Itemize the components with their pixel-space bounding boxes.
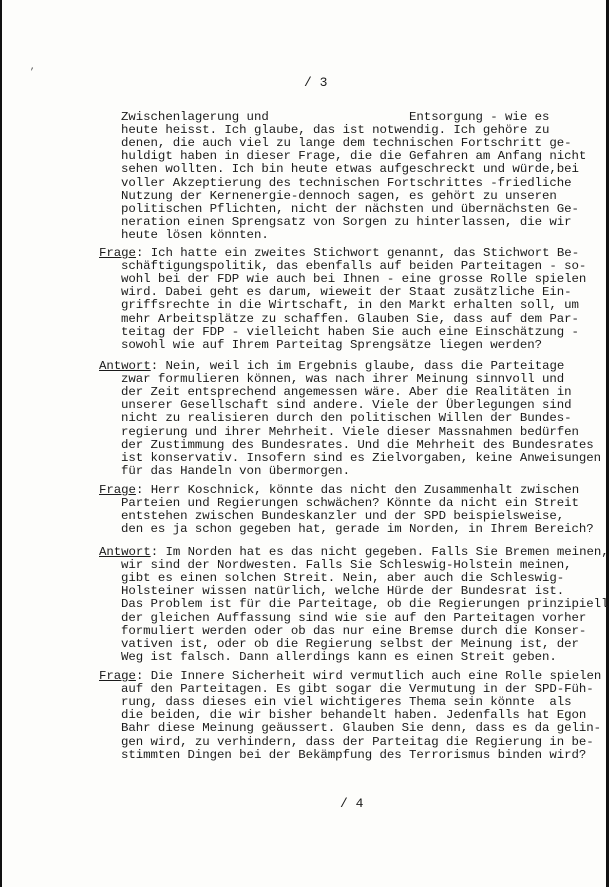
paragraph-line: formuliert werden oder ob das nur eine Bremse durch die Konser- xyxy=(121,623,587,638)
paragraph-line: ist konservativ. Insofern sind es Zielvorgaben, keine Anweisungen xyxy=(121,450,602,465)
paragraph-line: zwar formulieren können, was nach ihrer Meinung sinnvoll und xyxy=(121,372,565,387)
paragraph-line: sehen wollten. Ich bin heute etwas aufgeschreckt und würde,bei xyxy=(121,162,579,177)
line-text: : Herr Koschnick, könnte das nicht den Zusammenhalt zwischen xyxy=(135,483,580,497)
paragraph-line: heute heisst. Ich glaube, das ist notwendig. Ich gehöre zu xyxy=(121,123,550,138)
paragraph-line: huldigt haben in dieser Frage, die die Gefahren am Anfang nicht xyxy=(121,149,587,164)
paragraph-line: stimmten Dingen bei der Bekämpfung des Terrorismus binden wird? xyxy=(121,747,587,762)
speaker-line xyxy=(99,484,579,497)
line-text: : Ich hatte ein zweites Stichwort genannt, das Stichwort Be- xyxy=(135,246,580,260)
paragraph-line: sowohl wie auf Ihrem Parteitag Sprengsätze liegen werden? xyxy=(121,337,542,352)
speaker-label: Antwort xyxy=(99,545,151,559)
paragraph-line: Parteien und Regierungen schwächen? Könnte da nicht ein Streit xyxy=(121,496,579,511)
paragraph-line: die beiden, die wir bisher behandelt haben. Jedenfalls hat Egon xyxy=(121,708,587,723)
paragraph-line: wohl bei der FDP wie auch bei Ihnen - eine grosse Rolle spielen xyxy=(121,272,587,287)
speaker-label: Frage xyxy=(99,483,136,497)
paragraph-line: Holsteiner wissen natürlich, welche Hürde der Bundesrat ist. xyxy=(121,584,565,599)
speaker-line xyxy=(99,247,579,260)
paragraph-line: der Zeit entsprechend angemessen wäre. Aber die Realitäten in xyxy=(121,385,572,400)
paragraph-line: gen wird, zu verhindern, dass der Parteitag die Regierung in be- xyxy=(121,734,594,749)
footer-page-number: / 4 xyxy=(340,796,364,811)
paragraph-line: voller Akzeptierung des technischen Fortschrittes -friedliche xyxy=(121,175,572,190)
paragraph-line: Nutzung der Kernenergie-dennoch sagen, es gehört zu unseren xyxy=(121,188,557,203)
margin-mark: , xyxy=(30,62,36,72)
paragraph-line: regierung und ihrer Mehrheit. Viele dieser Massnahmen bedürfen xyxy=(121,424,579,439)
paragraph-line: heute lösen könnten. xyxy=(121,227,269,242)
paragraph-line: den es ja schon gegeben hat, gerade im Norden, in Ihrem Bereich? xyxy=(121,522,594,537)
paragraph-line: politischen Pflichten, nicht der nächsten und übernächsten Ge- xyxy=(121,201,579,216)
paragraph-line: denen, die auch viel zu lange dem technischen Fortschritt ge- xyxy=(121,136,572,151)
paragraph-line: neration einen Sprengsatz von Sorgen zu hinterlassen, die wir xyxy=(121,214,572,229)
paragraph-line: griffsrechte in die Wirtschaft, in den Markt erhalten soll, um xyxy=(121,298,579,313)
paragraph-line: auf den Parteitagen. Es gibt sogar die Vermutung in der SPD-Füh- xyxy=(121,682,594,697)
paragraph-line: für das Handeln von übermorgen. xyxy=(121,463,350,478)
paragraph-line: nicht zu realisieren durch den politischen Willen der Bundes- xyxy=(121,411,572,426)
speaker-label: Frage xyxy=(99,246,136,260)
header-page-number: / 3 xyxy=(304,75,328,90)
speaker-label: Frage xyxy=(99,669,136,683)
line-text: : Die Innere Sicherheit wird vermutlich auch eine Rolle spielen xyxy=(135,669,602,683)
speaker-line xyxy=(99,360,564,373)
paragraph-line: gibt es einen solchen Streit. Nein, aber auch die Schleswig- xyxy=(121,571,565,586)
paragraph-line: unserer Gesellschaft sind andere. Viele der Überlegungen sind xyxy=(121,398,572,413)
paragraph-line: vativen ist, oder ob die Regierung selbst der Meinung ist, der xyxy=(121,636,579,651)
line-text: : Im Norden hat es das nicht gegeben. Falls Sie Bremen meinen, xyxy=(150,545,609,559)
paragraph-line: Bahr diese Meinung geäussert. Glauben Sie denn, dass es da gelin- xyxy=(121,721,602,736)
paragraph-line: der gleichen Auffassung sind wie sie auf den Parteitagen vorher xyxy=(121,610,587,625)
paragraph-line: teitag der FDP - vielleicht haben Sie auch eine Einschätzung - xyxy=(121,324,579,339)
speaker-line xyxy=(99,670,601,683)
line-text: : Nein, weil ich im Ergebnis glaube, dass die Parteitage xyxy=(150,359,565,373)
speaker-label: Antwort xyxy=(99,359,151,373)
paragraph-line: Weg ist falsch. Dann allerdings kann es einen Streit geben. xyxy=(121,649,557,664)
paragraph-line: wir sind der Nordwesten. Falls Sie Schleswig-Holstein meinen, xyxy=(121,558,572,573)
paragraph-line: Das Problem ist für die Parteitage, ob die Regierungen prinzipiell xyxy=(121,597,609,612)
paragraph-line: mehr Arbeitsplätze zu schaffen. Glauben Sie, dass auf dem Par- xyxy=(121,311,579,326)
paragraph-line: rung, dass dieses ein viel wichtigeres Thema sein könnte als xyxy=(121,695,572,710)
speaker-line xyxy=(99,546,609,559)
paragraph-line: Zwischenlagerung und Entsorgung - wie es xyxy=(121,110,550,124)
paragraph-line: entstehen zwischen Bundeskanzler und der SPD beispielsweise, xyxy=(121,509,565,524)
paragraph-line: der Zustimmung des Bundesrates. Und die Mehrheit des Bundesrates xyxy=(121,437,594,452)
paragraph-line: schäftigungspolitik, das ebenfalls auf beiden Parteitagen - so- xyxy=(121,259,587,274)
paragraph-line: wird. Dabei geht es darum, wieweit der Staat zusätzliche Ein- xyxy=(121,285,572,300)
